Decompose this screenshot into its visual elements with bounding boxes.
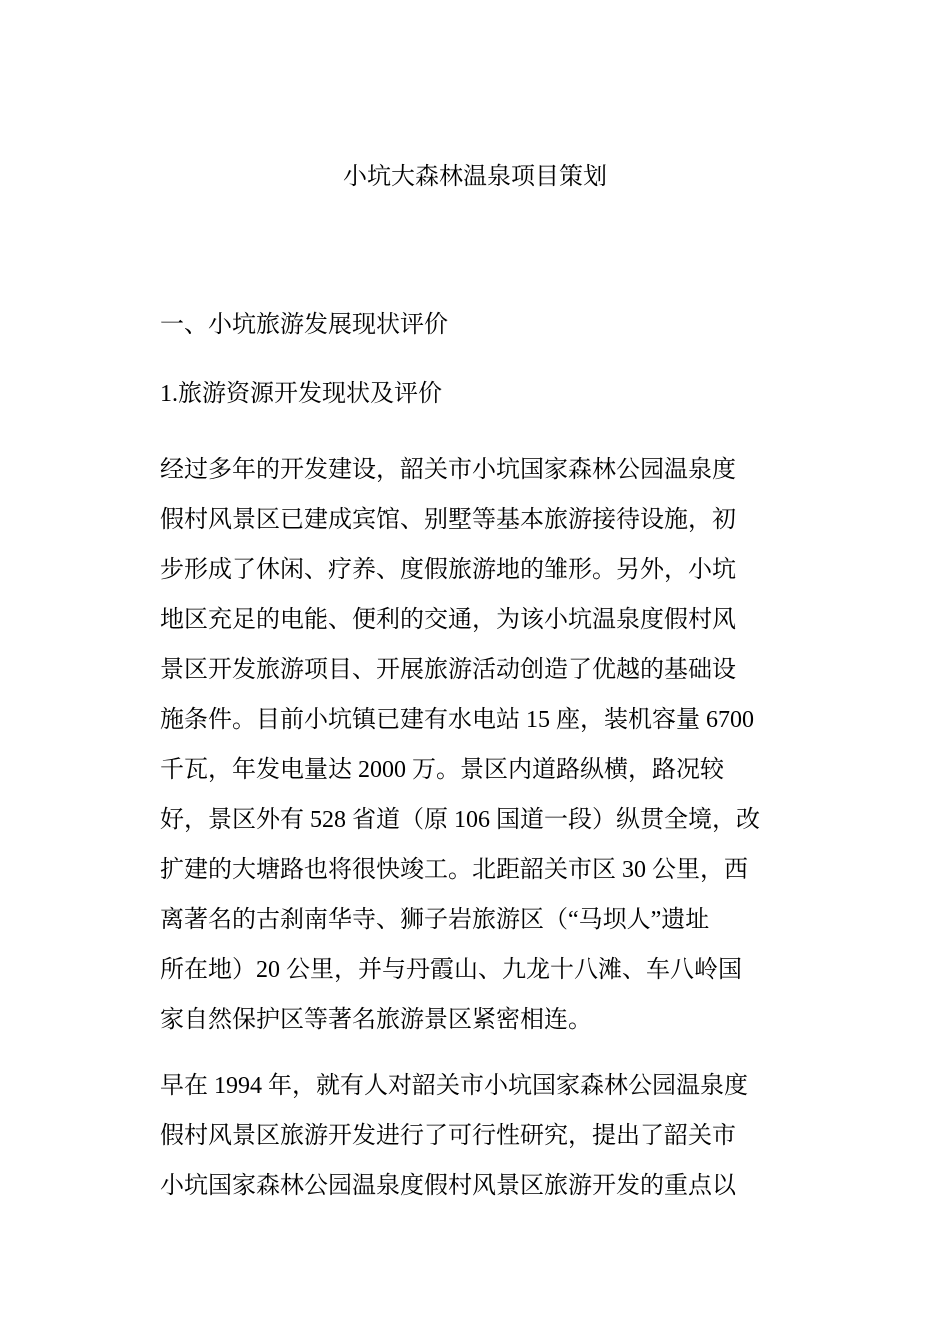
paragraph-line: 所在地）20 公里，并与丹霞山、九龙十八滩、车八岭国: [160, 957, 742, 983]
paragraph-line: 小坑国家森林公园温泉度假村风景区旅游开发的重点以: [160, 1173, 736, 1199]
paragraph-line: 扩建的大塘路也将很快竣工。北距韶关市区 30 公里，西: [160, 857, 748, 883]
paragraph-line: 千瓦，年发电量达 2000 万。景区内道路纵横，路况较: [160, 757, 724, 783]
paragraph-line: 地区充足的电能、便利的交通，为该小坑温泉度假村风: [160, 607, 736, 633]
paragraph-line: 离著名的古刹南华寺、狮子岩旅游区（“马坝人”遗址: [160, 907, 710, 933]
paragraph-line: 步形成了休闲、疗养、度假旅游地的雏形。另外，小坑: [160, 557, 736, 583]
paragraph-line: 假村风景区已建成宾馆、别墅等基本旅游接待设施，初: [160, 507, 736, 533]
paragraph-line: 经过多年的开发建设，韶关市小坑国家森林公园温泉度: [160, 457, 736, 483]
paragraph-line: 好，景区外有 528 省道（原 106 国道一段）纵贯全境，改: [160, 807, 760, 833]
paragraph-line: 施条件。目前小坑镇已建有水电站 15 座，装机容量 6700: [160, 707, 754, 733]
paragraph-line: 假村风景区旅游开发进行了可行性研究，提出了韶关市: [160, 1123, 736, 1149]
subsection-heading: 1.旅游资源开发现状及评价: [160, 381, 442, 407]
paragraph-line: 早在 1994 年，就有人对韶关市小坑国家森林公园温泉度: [160, 1073, 748, 1099]
paragraph-line: 家自然保护区等著名旅游景区紧密相连。: [160, 1007, 592, 1033]
section-heading: 一、小坑旅游发展现状评价: [160, 312, 448, 338]
paragraph-1: [160, 445, 800, 1045]
document-title: 小坑大森林温泉项目策划: [343, 164, 607, 190]
paragraph-2: [160, 1061, 800, 1211]
paragraph-line: 景区开发旅游项目、开展旅游活动创造了优越的基础设: [160, 657, 736, 683]
